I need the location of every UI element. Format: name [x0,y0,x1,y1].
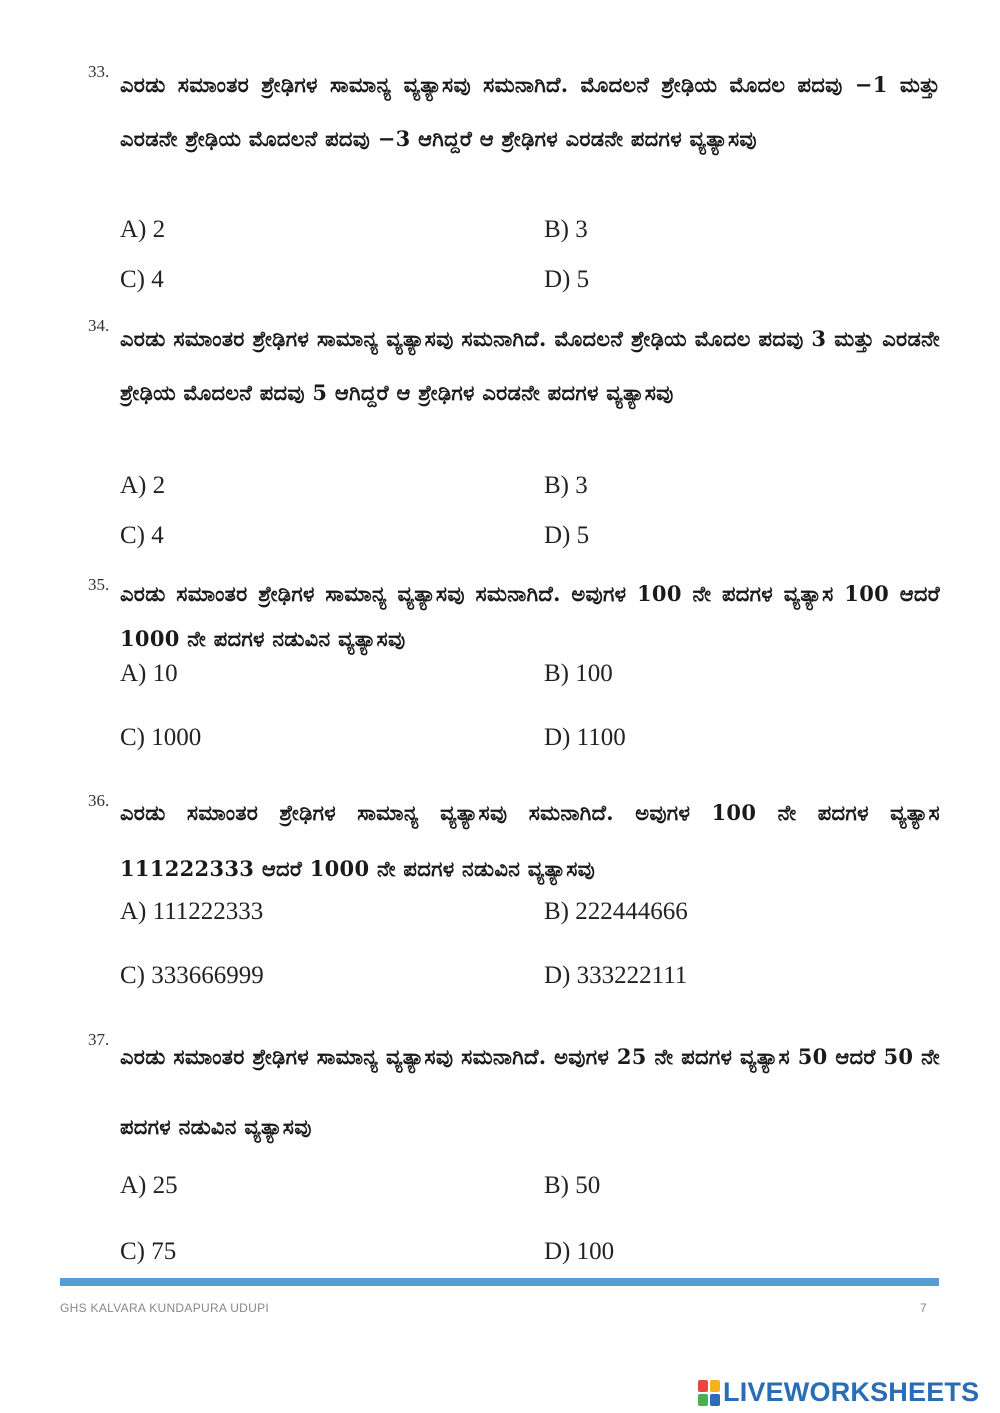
question-35 [88,571,940,661]
option-b[interactable]: B) 3 [544,472,588,499]
footer-school-name: GHS KALVARA KUNDAPURA UDUPI [60,1301,270,1315]
option-b[interactable]: B) 222444666 [544,898,688,925]
question-number: 35. [88,575,110,594]
question-36 [88,785,940,897]
question-text: ಎರಡು ಸಮಾಂತರ ಶ್ರೇಢಿಗಳ ಸಾಮಾನ್ಯ ವ್ಯತ್ಯಾಸವು ಸಮನಾಗಿದೆ. ಅವುಗಳ 100 ನೇ ಪದಗಳ ವ್ಯತ್ಯಾಸ 100 ಆದರೆ 1000 ನೇ ಪದಗಳ ನಡುವಿನ ವ್ಯತ್ಯಾಸವು [120,581,940,651]
option-c[interactable]: C) 1000 [120,724,202,751]
option-d[interactable]: D) 5 [544,522,590,549]
question-number: 36. [88,791,110,810]
brand-name: LIVEWORKSHEETS [723,1377,980,1407]
option-c[interactable]: C) 4 [120,266,164,293]
option-d[interactable]: D) 5 [544,266,590,293]
option-b[interactable]: B) 50 [544,1172,601,1199]
question-33 [88,58,940,166]
option-a[interactable]: A) 2 [120,472,166,499]
option-b[interactable]: B) 3 [544,216,588,243]
liveworksheets-brand[interactable] [698,1377,979,1408]
question-text: ಎರಡು ಸಮಾಂತರ ಶ್ರೇಢಿಗಳ ಸಾಮಾನ್ಯ ವ್ಯತ್ಯಾಸವು ಸಮನಾಗಿದೆ. ಅವುಗಳ 100 ನೇ ಪದಗಳ ವ್ಯತ್ಯಾಸ 111222333 ಆದರೆ 1000 ನೇ ಪದಗಳ ನಡುವಿನ ವ್ಯತ್ಯಾಸವು [120,800,940,881]
question-number: 37. [88,1030,110,1049]
option-d[interactable]: D) 333222111 [544,962,688,989]
option-b[interactable]: B) 100 [544,660,613,687]
question-number: 34. [88,316,110,335]
question-text: ಎರಡು ಸಮಾಂತರ ಶ್ರೇಢಿಗಳ ಸಾಮಾನ್ಯ ವ್ಯತ್ಯಾಸವು ಸಮನಾಗಿದೆ. ಮೊದಲನೆ ಶ್ರೇಢಿಯ ಮೊದಲ ಪದವು −1 ಮತ್ತು ಎರಡನೇ ಶ್ರೇಢಿಯ ಮೊದಲನೆ ಪದವು −3 ಆಗಿದ್ದರೆ ಆ ಶ್ರೇಢಿಗಳ ಎರಡನೇ ಪದಗಳ ವ್ಯತ್ಯಾಸವು [120,72,940,151]
option-a[interactable]: A) 2 [120,216,166,243]
option-d[interactable]: D) 1100 [544,724,626,751]
question-34 [88,312,940,420]
question-37 [88,1022,940,1162]
option-d[interactable]: D) 100 [544,1238,615,1265]
option-a[interactable]: A) 25 [120,1172,178,1199]
option-c[interactable]: C) 75 [120,1238,177,1265]
option-c[interactable]: C) 4 [120,522,164,549]
footer-divider [60,1278,939,1286]
page-number: 7 [920,1301,927,1315]
question-number: 33. [88,62,110,81]
question-text: ಎರಡು ಸಮಾಂತರ ಶ್ರೇಢಿಗಳ ಸಾಮಾನ್ಯ ವ್ಯತ್ಯಾಸವು ಸಮನಾಗಿದೆ. ಅವುಗಳ 25 ನೇ ಪದಗಳ ವ್ಯತ್ಯಾಸ 50 ಆದರೆ 50 ನೇ ಪದಗಳ ನಡುವಿನ ವ್ಯತ್ಯಾಸವು [120,1044,940,1139]
liveworksheets-logo-icon [698,1380,720,1406]
option-c[interactable]: C) 333666999 [120,962,264,989]
question-text: ಎರಡು ಸಮಾಂತರ ಶ್ರೇಢಿಗಳ ಸಾಮಾನ್ಯ ವ್ಯತ್ಯಾಸವು ಸಮನಾಗಿದೆ. ಮೊದಲನೆ ಶ್ರೇಢಿಯ ಮೊದಲ ಪದವು 3 ಮತ್ತು ಎರಡನೇ ಶ್ರೇಢಿಯ ಮೊದಲನೆ ಪದವು 5 ಆಗಿದ್ದರೆ ಆ ಶ್ರೇಢಿಗಳ ಎರಡನೇ ಪದಗಳ ವ್ಯತ್ಯಾಸವು [120,326,940,405]
option-a[interactable]: A) 111222333 [120,898,264,925]
option-a[interactable]: A) 10 [120,660,178,687]
